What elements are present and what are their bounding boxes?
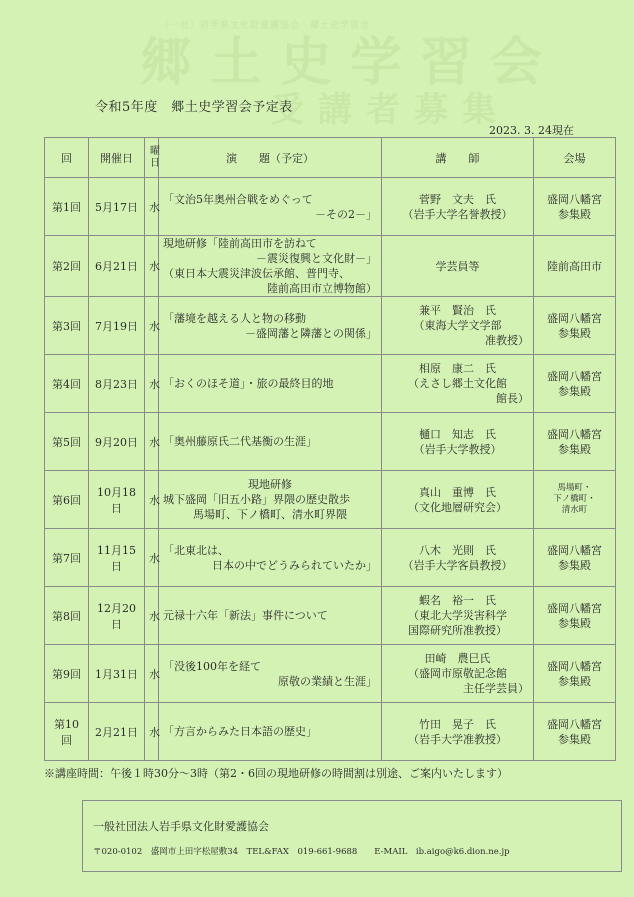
lecturer-line: 真山 重博 氏 <box>419 485 496 499</box>
session-date: 10月18日 <box>89 471 145 529</box>
lecturer-line: （岩手大学教授） <box>413 442 502 456</box>
lecturer-line: （盛岡市原敬記念館 <box>408 667 507 680</box>
venue-line: 陸前高田市 <box>547 259 602 273</box>
lecturer-line: （文化地層研究会） <box>408 500 507 514</box>
as-of-date: 2023. 3. 24現在 <box>489 124 574 137</box>
table-row <box>45 587 616 645</box>
session-venue <box>534 703 616 761</box>
session-date: 1月31日 <box>89 645 145 703</box>
contact-info: 〒020-0102 盛岡市上田字松屋敷34 TEL&FAX 019-661-9688 E-MAIL ib.aigo@k6.dion.ne.jp <box>93 847 510 857</box>
table-row <box>45 645 616 703</box>
session-weekday: 水 <box>145 355 159 413</box>
venue-line: 参集殿 <box>558 558 591 572</box>
lecturer-line: 樋口 知志 氏 <box>419 427 496 441</box>
topic-line: －震災復興と文化財－」 <box>256 252 377 265</box>
organization-footer <box>82 800 622 872</box>
table-row <box>45 355 616 413</box>
session-venue <box>534 529 616 587</box>
session-lecturer <box>382 355 534 413</box>
lecturer-line: （岩手大学准教授） <box>408 732 507 746</box>
session-number: 第3回 <box>45 297 89 355</box>
lecturer-line: （岩手大学名誉教授） <box>402 207 513 221</box>
topic-line: 「方言からみた日本語の歴史」 <box>163 725 317 738</box>
venue-line: 参集殿 <box>558 207 591 221</box>
venue-line: 盛岡八幡宮 <box>547 427 602 441</box>
session-topic <box>159 297 382 355</box>
topic-line: 日本の中でどうみられていたか」 <box>212 558 377 572</box>
lecturer-line: 兼平 賢治 氏 <box>419 304 496 317</box>
topic-line: 現地研修「陸前高田市を訪ねて <box>163 237 317 250</box>
venue-line: 参集殿 <box>558 616 591 630</box>
session-weekday: 水 <box>145 645 159 703</box>
venue-line: 清水町 <box>561 505 588 515</box>
session-number: 第2回 <box>45 236 89 297</box>
table-row <box>45 297 616 355</box>
header-day-label: 曜日 <box>150 145 160 169</box>
table-row <box>45 703 616 761</box>
session-number: 第6回 <box>45 471 89 529</box>
topic-line: 「藩境を越える人と物の移動 <box>163 311 306 325</box>
topic-line: 馬場町、下ノ橋町、清水町界隈 <box>193 508 347 521</box>
venue-line: 盛岡八幡宮 <box>547 369 602 383</box>
session-number: 第5回 <box>45 413 89 471</box>
session-lecturer <box>382 413 534 471</box>
venue-line: 盛岡八幡宮 <box>547 192 602 206</box>
session-number: 第10回 <box>45 703 89 761</box>
lecturer-line: 田崎 農巳氏 <box>424 652 491 665</box>
table-row <box>45 413 616 471</box>
header-no: 回 <box>45 138 89 178</box>
session-date: 8月23日 <box>89 355 145 413</box>
topic-line: 陸前高田市立博物館） <box>267 282 377 295</box>
topic-line: 「没後100年を経て <box>163 659 261 673</box>
lecturer-line: 相原 康二 氏 <box>419 362 496 375</box>
venue-line: 盛岡八幡宮 <box>547 659 602 673</box>
session-date: 7月19日 <box>89 297 145 355</box>
lecturer-line: 准教授） <box>485 334 529 347</box>
lecturer-line: 国際研究所准教授） <box>408 624 507 637</box>
venue-line: 盛岡八幡宮 <box>547 311 602 325</box>
session-lecturer <box>382 529 534 587</box>
topic-line: －その2－」 <box>315 207 377 221</box>
topic-line: 「おくのほそ道」・旅の最終目的地 <box>163 377 334 390</box>
session-topic <box>159 413 382 471</box>
session-topic <box>159 703 382 761</box>
session-date: 5月17日 <box>89 178 145 236</box>
header-venue: 会場 <box>534 138 616 178</box>
session-date: 2月21日 <box>89 703 145 761</box>
venue-line: 盛岡八幡宮 <box>547 717 602 731</box>
venue-line: 参集殿 <box>558 384 591 398</box>
venue-line: 盛岡八幡宮 <box>547 543 602 557</box>
organization-name: 一般社団法人岩手県文化財愛護協会 <box>93 820 269 833</box>
session-weekday: 水 <box>145 413 159 471</box>
session-topic <box>159 529 382 587</box>
session-weekday: 水 <box>145 297 159 355</box>
venue-line: 下ノ橋町・ <box>553 494 596 504</box>
header-date: 開催日 <box>89 138 145 178</box>
table-row <box>45 178 616 236</box>
topic-line: 城下盛岡「旧五小路」界隈の歴史散歩 <box>163 493 350 506</box>
session-number: 第7回 <box>45 529 89 587</box>
session-topic <box>159 471 382 529</box>
lecturer-line: （東北大学災害科学 <box>408 609 507 622</box>
session-topic <box>159 355 382 413</box>
topic-line: 元禄十六年「新法」事件について <box>163 609 328 622</box>
session-weekday: 水 <box>145 703 159 761</box>
lecturer-line: 館長） <box>496 392 529 405</box>
faint-background-watermark: （一社）岩手県文化財愛護協会 郷土史学習会 郷土史学習会 受講者募集 <box>140 21 561 130</box>
page-title: 令和5年度 郷土史学習会予定表 <box>95 100 293 115</box>
session-weekday: 水 <box>145 529 159 587</box>
lecturer-line: 学芸員等 <box>435 259 480 273</box>
session-number: 第8回 <box>45 587 89 645</box>
venue-line: 馬場町・ <box>557 483 592 493</box>
session-date: 6月21日 <box>89 236 145 297</box>
venue-line: 参集殿 <box>558 326 591 340</box>
session-venue <box>534 413 616 471</box>
session-topic <box>159 587 382 645</box>
lecturer-line: （えさし郷土文化館 <box>408 377 507 390</box>
session-number: 第4回 <box>45 355 89 413</box>
topic-line: 「文治5年奥州合戦をめぐって <box>163 192 313 206</box>
session-lecturer <box>382 703 534 761</box>
topic-line: 現地研修 <box>248 478 292 491</box>
lecturer-line: 八木 光則 氏 <box>419 543 496 557</box>
session-lecturer <box>382 645 534 703</box>
venue-line: 参集殿 <box>558 674 591 688</box>
venue-line: 参集殿 <box>558 442 591 456</box>
lecturer-line: 菅野 文夫 氏 <box>419 192 496 206</box>
topic-line: 原敬の業績と生涯」 <box>278 674 377 688</box>
session-date: 12月20日 <box>89 587 145 645</box>
session-venue <box>534 236 616 297</box>
session-number: 第9回 <box>45 645 89 703</box>
session-date: 9月20日 <box>89 413 145 471</box>
session-date: 11月15日 <box>89 529 145 587</box>
session-venue <box>534 471 616 529</box>
session-lecturer <box>382 471 534 529</box>
session-topic <box>159 236 382 297</box>
lecturer-line: （岩手大学客員教授） <box>402 558 513 572</box>
table-row <box>45 529 616 587</box>
lecturer-line: 主任学芸員） <box>463 682 529 695</box>
venue-line: 参集殿 <box>558 732 591 746</box>
lecture-time-note: ※講座時間：午後１時30分～3時（第2・6回の現地研修の時間割は別途、ご案内いたします） <box>44 767 508 780</box>
session-venue <box>534 587 616 645</box>
topic-line: －盛岡藩と隣藩との関係」 <box>245 326 377 340</box>
session-venue <box>534 645 616 703</box>
session-weekday: 水 <box>145 471 159 529</box>
table-row <box>45 236 616 297</box>
session-weekday: 水 <box>145 236 159 297</box>
session-topic <box>159 178 382 236</box>
header-topic: 演 題（予定） <box>159 138 382 178</box>
table-row <box>45 471 616 529</box>
session-topic <box>159 645 382 703</box>
session-weekday: 水 <box>145 587 159 645</box>
table-header-row <box>45 138 616 178</box>
session-lecturer <box>382 587 534 645</box>
session-lecturer <box>382 297 534 355</box>
session-venue <box>534 355 616 413</box>
topic-line: 「奥州藤原氏二代基衡の生涯」 <box>163 435 317 448</box>
session-weekday: 水 <box>145 178 159 236</box>
venue-line: 盛岡八幡宮 <box>547 601 602 615</box>
session-lecturer <box>382 178 534 236</box>
session-venue <box>534 178 616 236</box>
topic-line: 「北東北は、 <box>163 543 229 557</box>
lecturer-line: 蝦名 裕一 氏 <box>419 594 496 607</box>
header-day <box>145 138 159 178</box>
session-number: 第1回 <box>45 178 89 236</box>
session-venue <box>534 297 616 355</box>
lecturer-line: 竹田 晃子 氏 <box>419 717 496 731</box>
lecturer-line: （東海大学文学部 <box>413 319 502 332</box>
topic-line: （東日本大震災津波伝承館、普門寺、 <box>163 267 350 280</box>
session-lecturer <box>382 236 534 297</box>
header-lecturer: 講 師 <box>382 138 534 178</box>
schedule-table <box>44 137 616 761</box>
